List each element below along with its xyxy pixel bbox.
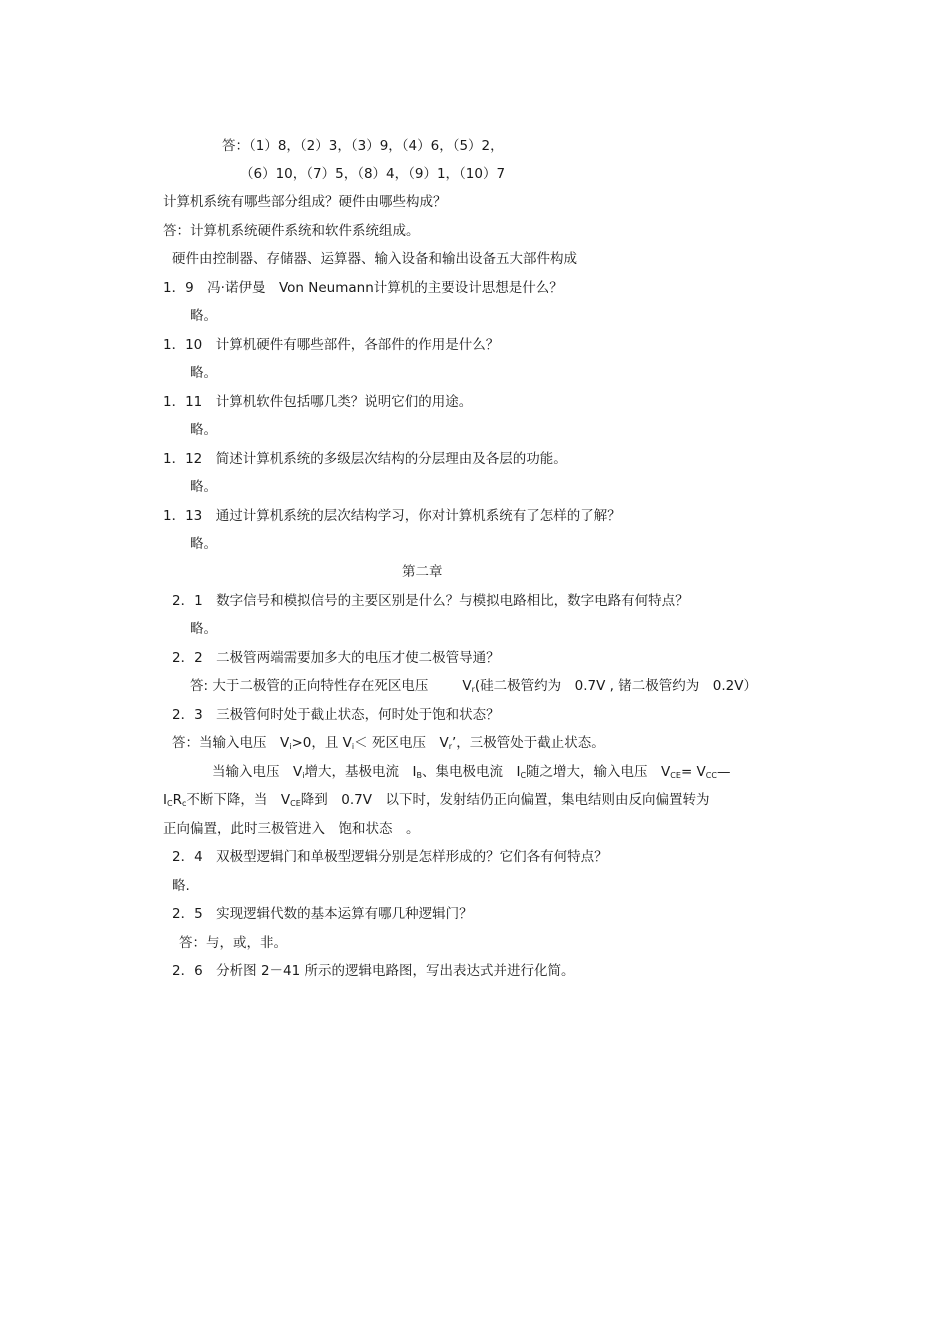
question-2-6: 2．6 分析图 2－41 所示的逻辑电路图，写出表达式并进行化简。 [172,963,575,979]
answer-2-1: 略。 [190,621,217,637]
answer-list-line-2: （6）10，（7）5，（8）4，（9）1，（10）7 [240,166,506,182]
answer-1-12: 略。 [190,479,217,495]
question-system-composition: 计算机系统有哪些部分组成？硬件由哪些构成？ [163,194,447,210]
answer-2-2: 答: 大于二极管的正向特性存在死区电压 $V_r$(硅二极管约为 0.7V , 锗二极管约为 0.2V） [190,678,757,694]
question-2-4: 2．4 双极型逻辑门和单极型逻辑分别是怎样形成的？它们各有何特点？ [172,849,608,865]
question-1-12: 1．12 简述计算机系统的多级层次结构的分层理由及各层的功能。 [163,451,567,467]
answer-2-3-saturation-line-2: $I_CR_c$不断下降，当 $V_{CE}$降到 0.7V 以下时，发射结仍正向偏置，集电结则由反向偏置转为 [163,792,710,808]
answer-2-5: 答：与，或，非。 [179,935,287,951]
answer-1-13: 略。 [190,536,217,552]
question-1-11: 1．11 计算机软件包括哪几类？说明它们的用途。 [163,394,473,410]
answer-1-9: 略。 [190,308,217,324]
answer-system-composition: 答：计算机系统硬件系统和软件系统组成。 [163,223,420,239]
chapter-heading: 第二章 [402,564,443,580]
answer-2-3-cutoff: 答：当输入电压 $V_i>0$，且 $V_i<$ 死区电压 $V_r$’，三极管处于截止状态。 [172,735,605,751]
answer-2-4: 略. [172,878,190,894]
question-2-5: 2．5 实现逻辑代数的基本运算有哪几种逻辑门？ [172,906,473,922]
question-1-13: 1．13 通过计算机系统的层次结构学习，你对计算机系统有了怎样的了解？ [163,508,621,524]
answer-hardware-parts: 硬件由控制器、存储器、运算器、输入设备和输出设备五大部件构成 [172,251,577,267]
question-2-3: 2．3 三极管何时处于截止状态，何时处于饱和状态？ [172,707,500,723]
question-2-1: 2．1 数字信号和模拟信号的主要区别是什么？与模拟电路相比，数字电路有何特点？ [172,593,689,609]
question-2-2: 2．2 二极管两端需要加多大的电压才使二极管导通？ [172,650,500,666]
question-1-10: 1．10 计算机硬件有哪些部件，各部件的作用是什么？ [163,337,500,353]
answer-2-3-saturation-line-1: 当输入电压 $V_i$增大，基极电流 $I_B$、集电极电流 $I_C$随之增大，输入电压 $V_{CE}=$ $V_{CC}—$ [212,764,731,780]
question-1-9: 1．9 冯·诺伊曼 Von Neumann计算机的主要设计思想是什么？ [163,280,563,296]
answer-list-line-1: 答：（1）8，（2）3，（3）9，（4）6，（5）2， [222,138,504,154]
answer-2-3-saturation-line-3: 正向偏置，此时三极管进入 饱和状态 。 [163,821,420,837]
answer-1-10: 略。 [190,365,217,381]
answer-1-11: 略。 [190,422,217,438]
